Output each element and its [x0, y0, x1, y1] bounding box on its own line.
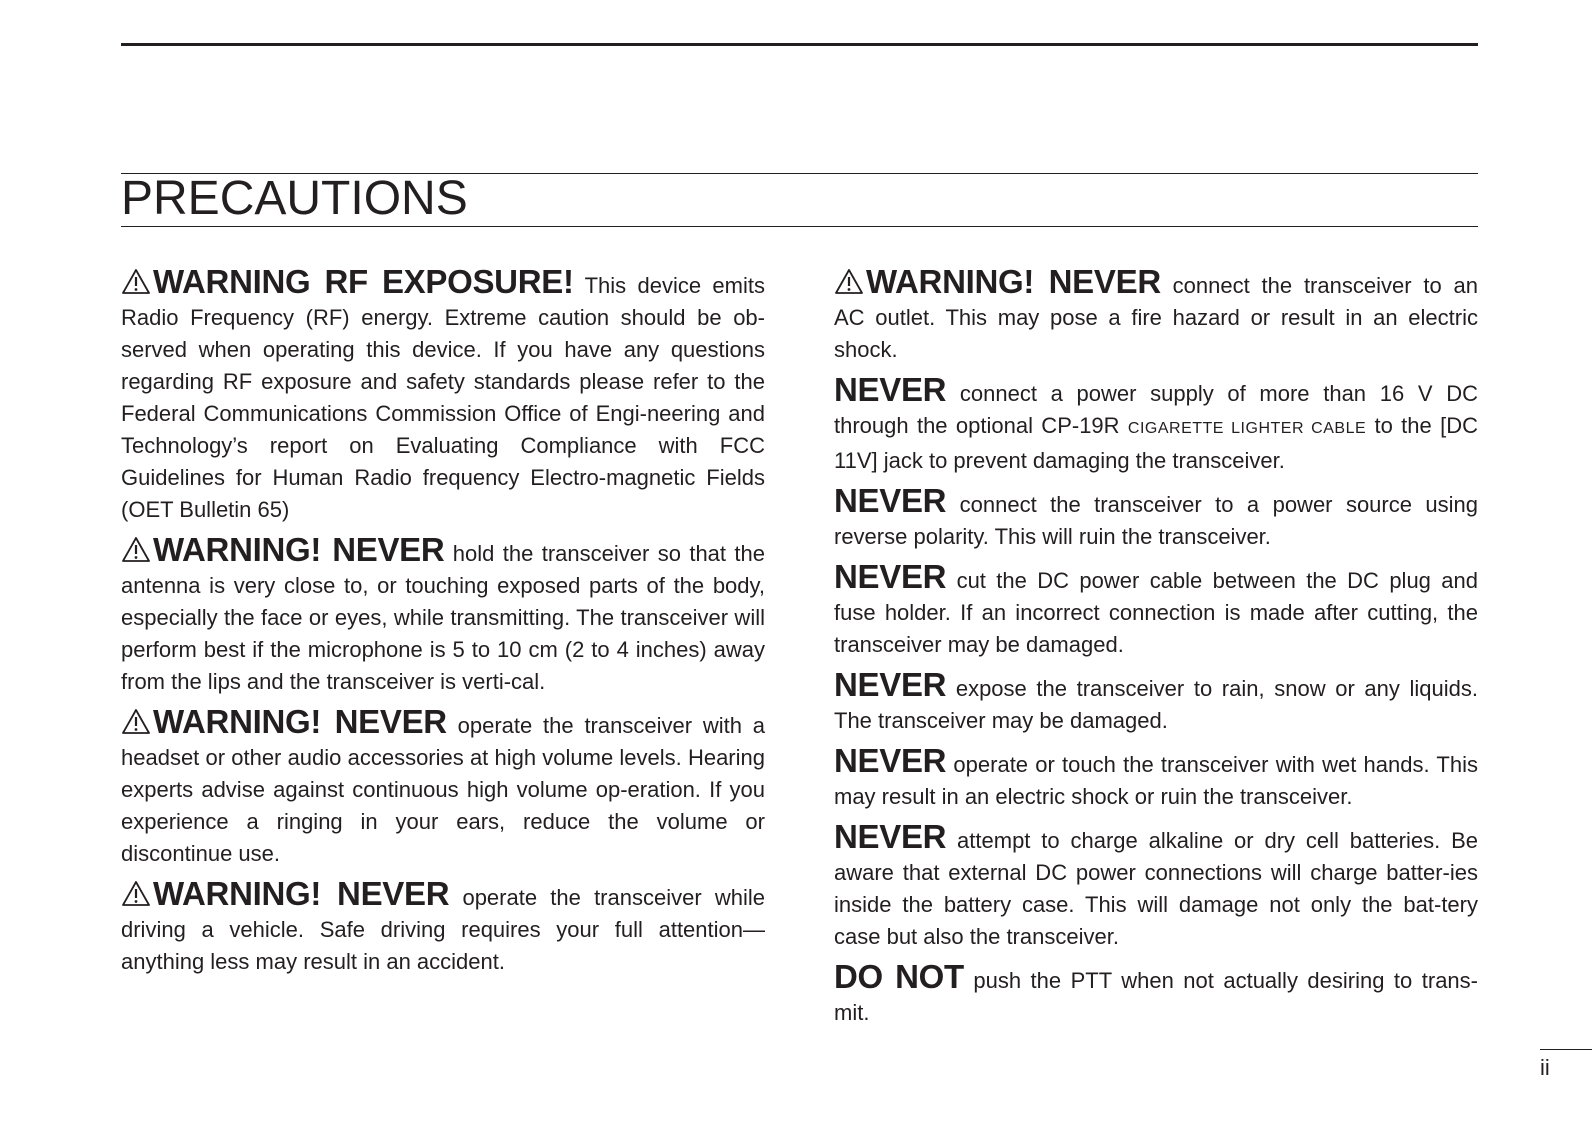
precaution-text: connect the transceiver to an AC outlet. This may pose a fire hazard or result in an electric shock. — [834, 273, 1478, 362]
precaution-text: to the [DC 11V] jack to prevent damaging the transceiver. — [834, 413, 1478, 473]
title-rule-bottom — [121, 226, 1478, 227]
precaution-paragraph — [834, 558, 1478, 661]
precaution-paragraph — [834, 958, 1478, 1029]
precaution-text: operate the transceiver with a headset or other audio accessories at high volume levels. Hearing experts advise against continuous high volume op-eration. If you experience a ringing in your ears, reduce the volume or discontinue use. — [121, 713, 765, 866]
left-column — [121, 263, 765, 986]
precaution-text: cut the DC power cable between the DC plug and fuse holder. If an incorrect connection is made after cutting, the transceiver may be damaged. — [834, 568, 1478, 657]
precaution-text: connect the transceiver to a power source using reverse polarity. This will ruin the transceiver. — [834, 492, 1478, 549]
precaution-paragraph — [121, 703, 765, 870]
precaution-text: expose the transceiver to rain, snow or any liquids. The transceiver may be damaged. — [834, 676, 1478, 733]
precaution-lead: WARNING! NEVER — [153, 531, 445, 568]
precaution-paragraph — [834, 742, 1478, 813]
precaution-paragraph — [121, 263, 765, 526]
precaution-lead: NEVER — [834, 666, 947, 703]
precaution-lead: NEVER — [834, 742, 947, 779]
precaution-lead: WARNING! NEVER — [153, 703, 447, 740]
precaution-lead: WARNING! NEVER — [866, 263, 1161, 300]
warning-triangle-icon — [121, 536, 151, 563]
right-column — [834, 263, 1478, 1037]
page-number: ii — [1540, 1055, 1550, 1080]
precaution-lead: NEVER — [834, 482, 947, 519]
precaution-lead: NEVER — [834, 371, 947, 408]
precaution-lead: WARNING RF EXPOSURE! — [153, 263, 574, 300]
precaution-paragraph — [834, 666, 1478, 737]
precaution-paragraph — [834, 371, 1478, 477]
precaution-paragraph — [121, 531, 765, 698]
precaution-text: operate or touch the transceiver with wet hands. This may result in an electric shock or ruin the transceiver. — [834, 752, 1478, 809]
warning-triangle-icon — [834, 268, 864, 295]
page-title: PRECAUTIONS — [121, 172, 468, 225]
precaution-paragraph — [121, 875, 765, 978]
precaution-paragraph — [834, 818, 1478, 953]
precaution-text: This device emits Radio Frequency (RF) energy. Extreme caution should be ob-served when operating this device. If you have any questions regarding RF exposure and safety standards please refer to the Federal Communications Commission Office of Engi-neering and Technology’s report on Evaluating Compliance with FCC Guidelines for Human Radio frequency Electro-magnetic Fields (OET Bulletin 65) — [121, 273, 765, 522]
warning-triangle-icon — [121, 880, 151, 907]
page-number-rule — [1540, 1049, 1592, 1050]
precaution-paragraph — [834, 482, 1478, 553]
precaution-paragraph — [834, 263, 1478, 366]
precaution-lead: WARNING! NEVER — [153, 875, 450, 912]
warning-triangle-icon — [121, 268, 151, 295]
header-rule — [121, 43, 1478, 46]
precaution-lead: NEVER — [834, 558, 947, 595]
precaution-text: operate the transceiver while driving a vehicle. Safe driving requires your full attention—anything less may result in an accident. — [121, 885, 765, 974]
precaution-text: hold the transceiver so that the antenna is very close to, or touching exposed parts of the body, especially the face or eyes, while transmitting. The transceiver will perform best if the microphone is 5 to 10 cm (2 to 4 inches) away from the lips and the transceiver is verti-cal. — [121, 541, 765, 694]
precaution-text: push the PTT when not actually desiring to trans-mit. — [834, 968, 1478, 1025]
warning-triangle-icon — [121, 708, 151, 735]
cable-name-smallcaps: CIGARETTE LIGHTER CABLE — [1127, 420, 1367, 437]
precaution-text: attempt to charge alkaline or dry cell batteries. Be aware that external DC power connections will charge batter-ies inside the battery case. This will damage not only the bat-tery case but also the transceiver. — [834, 828, 1478, 949]
precaution-lead: NEVER — [834, 818, 947, 855]
precaution-text: connect a power supply of more than 16 V DC through the optional CP-19R — [834, 381, 1478, 438]
precaution-lead: DO NOT — [834, 958, 964, 995]
